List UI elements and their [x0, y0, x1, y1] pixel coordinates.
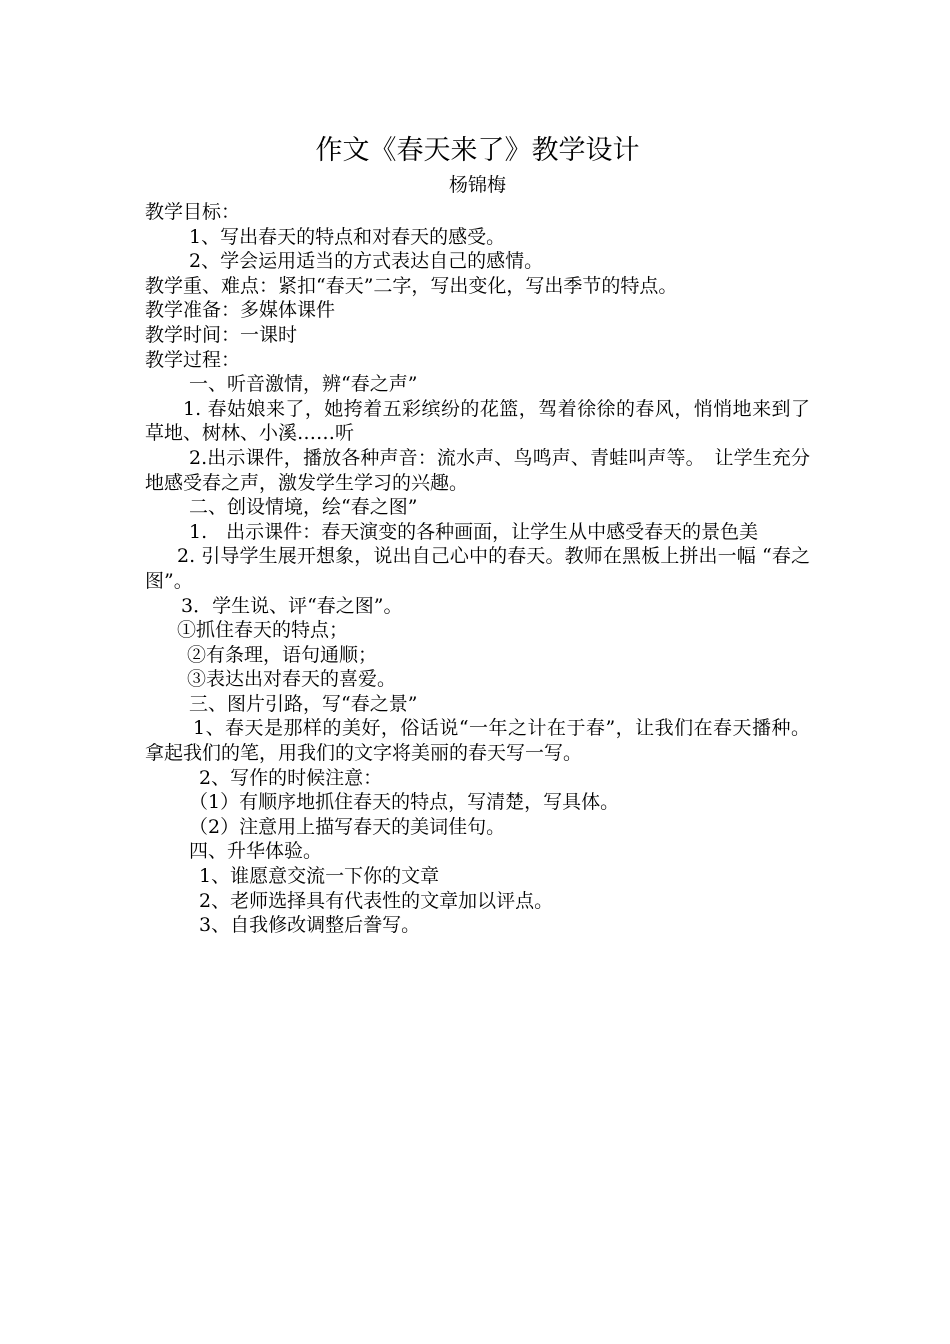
- step-paragraph: 2. 引导学生展开想象，说出自己心中的春天。教师在黑板上拼出一幅 “春之图”。: [145, 545, 810, 592]
- step-item: 2、老师选择具有代表性的文章加以评点。: [199, 889, 554, 912]
- step-heading: 三、图片引路，写“春之景”: [189, 692, 418, 715]
- step-item: 3．学生说、评“春之图”。: [181, 594, 403, 617]
- step-subitem: ①抓住春天的特点；: [177, 619, 349, 642]
- teaching-preparation: 教学准备：多媒体课件: [145, 299, 336, 322]
- step-subitem: （1）有顺序地抓住春天的特点，写清楚，写具体。: [189, 791, 620, 814]
- step-heading: 二、创设情境，绘“春之图”: [189, 496, 418, 519]
- step-item: 3、自我修改调整后誊写。: [199, 914, 421, 937]
- step-subitem: ②有条理，语句通顺；: [187, 643, 378, 666]
- step-paragraph: 1. 出示课件：春天演变的各种画面，让学生从中感受春天的景色美: [189, 520, 759, 543]
- key-points: 教学重、难点：紧扣“春天”二字，写出变化，写出季节的特点。: [145, 274, 678, 297]
- step-paragraph: 1、春天是那样的美好，俗话说“一年之计在于春”，让我们在春天播种。拿起我们的笔，用我们的文字将美丽的春天写一写。: [145, 717, 810, 765]
- objective-item: 1、写出春天的特点和对春天的感受。: [189, 225, 506, 248]
- step-heading: 一、听音激情，辨“春之声”: [189, 373, 418, 396]
- step-item: 1、谁愿意交流一下你的文章: [199, 865, 440, 888]
- section-heading-process: 教学过程：: [145, 348, 241, 371]
- step-subitem: （2）注意用上描写春天的美词佳句。: [189, 815, 506, 838]
- step-paragraph: 1. 春姑娘来了，她挎着五彩缤纷的花篮，驾着徐徐的春风，悄悄地来到了草地、树林、小溪……听: [145, 397, 810, 445]
- document-title: 作文《春天来了》教学设计: [315, 135, 640, 166]
- document-page: [145, 132, 810, 938]
- step-paragraph: 2.出示课件，播放各种声音：流水声、鸟鸣声、青蛙叫声等。 让学生充分地感受春之声，激发学生学习的兴趣。: [145, 446, 810, 494]
- teaching-time: 教学时间：一课时: [145, 323, 298, 346]
- document-author: 杨锦梅: [448, 174, 506, 196]
- step-subitem: ③表达出对春天的喜爱。: [187, 668, 397, 691]
- objective-item: 2、学会运用适当的方式表达自己的感情。: [189, 250, 544, 273]
- section-heading-objectives: 教学目标：: [145, 201, 241, 223]
- step-heading: 四、升华体验。: [189, 840, 323, 863]
- step-item: 2、写作的时候注意：: [199, 766, 383, 789]
